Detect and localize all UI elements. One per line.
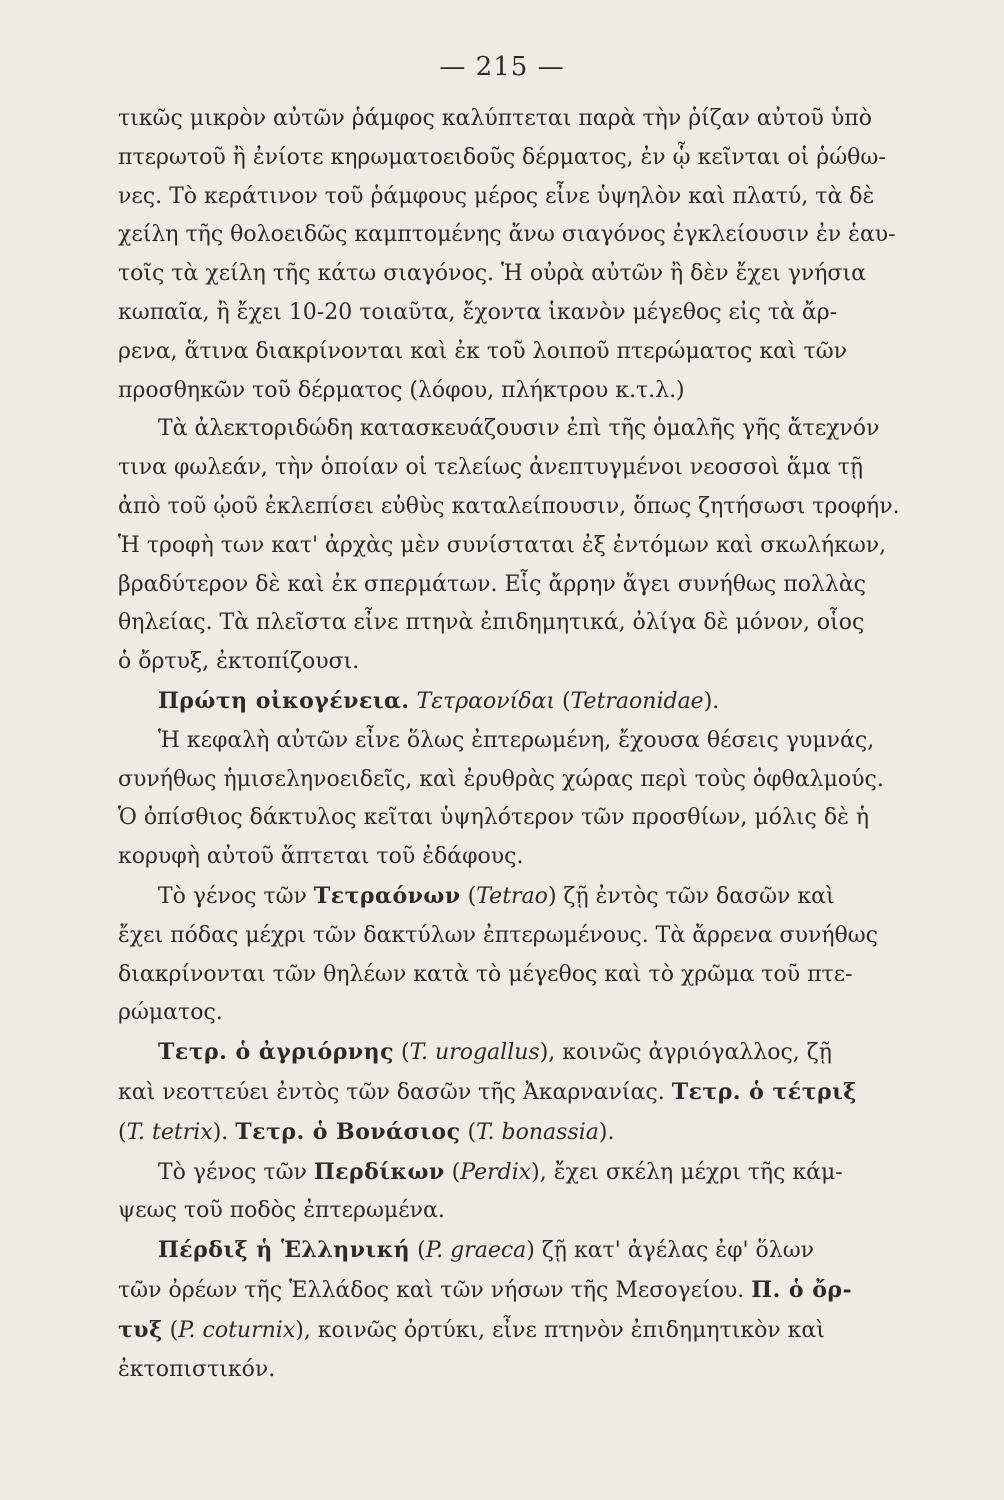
text-line: βραδύτερον δὲ καὶ ἐκ σπερμάτων. Εἷς ἄρρην ἄγει συνήθως πολλὰς [118, 571, 866, 597]
text-line: χείλη τῆς θολοειδῶς καμπτομένης ἄνω σιαγόνος ἐγκλείουσιν ἐν ἑαυ- [118, 222, 896, 248]
text-line: ψεως τοῦ ποδὸς ἐπτερωμένα. [118, 1198, 445, 1224]
text-line: Τετρ. ὁ ἀγριόρνης (T. urogallus), κοινῶς ἀγριόγαλλος, ζῇ [158, 1039, 832, 1066]
text-line: Τὰ ἀλεκτοριδώδη κατασκευάζουσιν ἐπὶ τῆς ὁμαλῆς γῆς ἄτεχνόν [158, 416, 880, 442]
text-line: τοῖς τὰ χείλη τῆς κάτω σιαγόνος. Ἡ οὐρὰ αὐτῶν ἢ δὲν ἔχει γνήσια [118, 261, 866, 287]
text-line: Τὸ γένος τῶν Περδίκων (Perdix), ἔχει σκέλη μέχρι τῆς κάμ- [158, 1158, 843, 1185]
body-text [118, 100, 944, 1389]
text-line: διακρίνονται τῶν θηλέων κατὰ τὸ μέγεθος καὶ τὸ χρῶμα τοῦ πτε- [118, 961, 853, 987]
text-line: τυξ (P. coturnix), κοινῶς ὀρτύκι, εἶνε πτηνὸν ἐπιδημητικὸν καὶ [118, 1316, 825, 1343]
text-line: Ἡ τροφὴ των κατ' ἀρχὰς μὲν συνίσταται ἐξ ἐντόμων καὶ σκωλήκων, [118, 532, 887, 558]
page-number: — 215 — [439, 52, 565, 82]
text-line: πτερωτοῦ ἢ ἐνίοτε κηρωματοειδοῦς δέρματος, ἐν ᾧ κεῖνται οἱ ῥώθω- [118, 144, 886, 170]
text-line: προσθηκῶν τοῦ δέρματος (λόφου, πλήκτρου κ.τ.λ.) [118, 377, 685, 403]
text-line: νες. Τὸ κεράτινον τοῦ ῥάμφους μέρος εἶνε ὑψηλὸν καὶ πλατύ, τὰ δὲ [118, 183, 875, 209]
text-line: τικῶς μικρὸν αὐτῶν ῥάμφος καλύπτεται παρὰ τὴν ῥίζαν αὐτοῦ ὑπὸ [118, 106, 872, 131]
text-line: (T. tetrix). Τετρ. ὁ Βονάσιος (T. bonassia). [118, 1118, 615, 1145]
text-line: κορυφὴ αὐτοῦ ἅπτεται τοῦ ἐδάφους. [118, 844, 524, 870]
family-heading: Πρώτη οἰκογένεια. Τετραονίδαι (Tetraonidae). [158, 687, 720, 714]
text-line: θηλείας. Τὰ πλεῖστα εἶνε πτηνὰ ἐπιδημητικά, ὀλίγα δὲ μόνον, οἷος [118, 610, 865, 636]
text-line: Πέρδιξ ἡ Ἑλληνική (P. graeca) ζῇ κατ' ἀγέλας ἐφ' ὅλων [158, 1237, 815, 1264]
text-line: ρώματος. [118, 1000, 223, 1026]
text-line: ἐκτοπιστικόν. [118, 1356, 276, 1382]
text-line: Ἡ κεφαλὴ αὐτῶν εἶνε ὅλως ἐπτερωμένη, ἔχουσα θέσεις γυμνάς, [158, 727, 875, 753]
text-line: καὶ νεοττεύει ἐντὸς τῶν δασῶν τῆς Ἀκαρνανίας. Τετρ. ὁ τέτριξ [118, 1078, 857, 1105]
text-line: Τὸ γένος τῶν Τετραόνων (Tetrao) ζῇ ἐντὸς τῶν δασῶν καὶ [158, 882, 835, 909]
text-line: ἀπὸ τοῦ ᾠοῦ ἐκλεπίσει εὐθὺς καταλείπουσιν, ὅπως ζητήσωσι τροφήν. [118, 493, 900, 519]
text-line: ρενα, ἅτινα διακρίνονται καὶ ἐκ τοῦ λοιποῦ πτερώματος καὶ τῶν [118, 338, 848, 364]
text-line: συνήθως ἡμισεληνοειδεῖς, καὶ ἐρυθρὰς χώρας περὶ τοὺς ὀφθαλμούς. [118, 766, 884, 792]
text-line: ὁ ὄρτυξ, ἐκτοπίζουσι. [118, 649, 360, 675]
text-line: κωπαῖα, ἢ ἔχει 10-20 τοιαῦτα, ἔχοντα ἱκανὸν μέγεθος εἰς τὰ ἄρ- [118, 299, 838, 325]
text-line: ἔχει πόδας μέχρι τῶν δακτύλων ἐπτερωμένους. Τὰ ἄρρενα συνήθως [118, 922, 878, 948]
text-line: Ὁ ὀπίσθιος δάκτυλος κεῖται ὑψηλότερον τῶν προσθίων, μόλις δὲ ἡ [118, 805, 870, 831]
text-line: τινα φωλεάν, τὴν ὁποίαν οἱ τελείως ἀνεπτυγμένοι νεοσσοὶ ἅμα τῇ [118, 455, 864, 481]
text-line: τῶν ὀρέων τῆς Ἑλλάδος καὶ τῶν νήσων τῆς Μεσογείου. Π. ὁ ὄρ- [118, 1276, 853, 1303]
